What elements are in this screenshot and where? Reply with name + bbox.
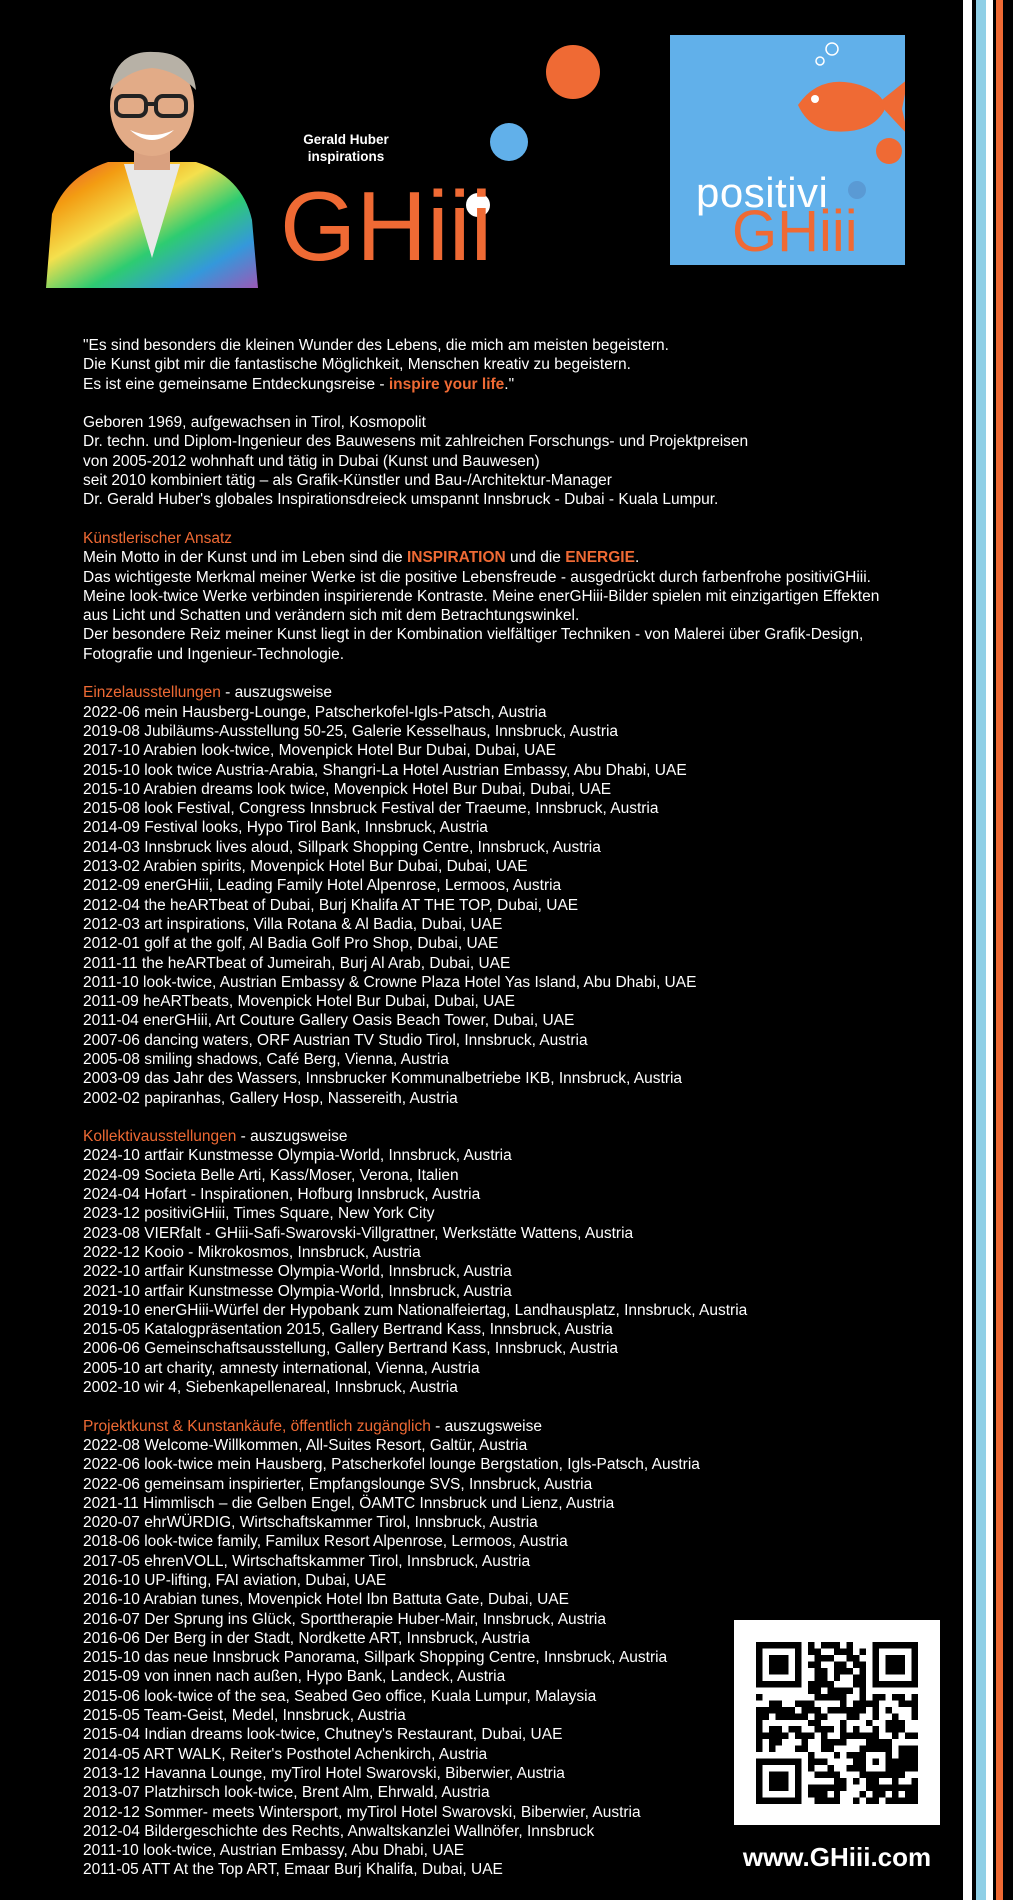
projects-heading [83, 1417, 933, 1436]
group-exhibition-item: 2002-10 wir 4, Siebenkapellenareal, Innsbruck, Austria [83, 1379, 458, 1397]
group-heading [83, 1127, 933, 1146]
solo-exhibition-item: 2002-02 papiranhas, Gallery Hosp, Nassereith, Austria [83, 1089, 458, 1107]
project-item: 2012-12 Sommer- meets Wintersport, myTirol Hotel Swarovski, Biberwier, Austria [83, 1803, 641, 1821]
approach-section [83, 529, 933, 664]
quote-line-3-end: ." [504, 375, 515, 393]
project-item: 2015-05 Team-Geist, Medel, Innsbruck, Austria [83, 1707, 406, 1725]
stripe-orange [996, 0, 1003, 1900]
group-heading-title: Kollektivausstellungen [83, 1128, 237, 1146]
solo-exhibition-item: 2012-01 golf at the golf, Al Badia Golf Pro Shop, Dubai, UAE [83, 935, 499, 953]
stripe-white-2 [986, 0, 993, 1900]
project-item: 2022-08 Welcome-Willkommen, All-Suites Resort, Galtür, Austria [83, 1436, 528, 1454]
approach-line: Meine look-twice Werke verbinden inspirierende Kontraste. Meine enerGHiii-Bilder spielen mit einzigartigen Effekten [83, 587, 880, 605]
group-exhibition-item: 2022-10 artfair Kunstmesse Olympia-World, Innsbruck, Austria [83, 1263, 512, 1281]
project-item: 2015-04 Indian dreams look-twice, Chutney's Restaurant, Dubai, UAE [83, 1726, 563, 1744]
ghiii-logo [270, 40, 610, 280]
qr-code-pattern [756, 1642, 918, 1804]
quote-line-3-text: Es ist eine gemeinsame Entdeckungsreise - [83, 375, 389, 393]
solo-exhibition-item: 2012-09 enerGHiii, Leading Family Hotel Alpenrose, Lermoos, Austria [83, 877, 562, 895]
group-exhibition-item: 2024-10 artfair Kunstmesse Olympia-World, Innsbruck, Austria [83, 1147, 512, 1165]
project-item: 2015-10 das neue Innsbruck Panorama, Sillpark Shopping Centre, Innsbruck, Austria [83, 1649, 668, 1667]
approach-line: Das wichtigeste Merkmal meiner Werke ist die positive Lebensfreude - ausgedrückt durch farbenfrohe positiviGHiii. [83, 568, 871, 586]
solo-exhibition-item: 2017-10 Arabien look-twice, Movenpick Hotel Bur Dubai, Dubai, UAE [83, 742, 556, 760]
project-item: 2013-12 Havanna Lounge, myTirol Hotel Swarovski, Biberwier, Austria [83, 1764, 565, 1782]
solo-heading-suffix: - auszugsweise [220, 684, 333, 702]
approach-line: aus Licht und Schatten und verändern sich mit dem Betrachtungswinkel. [83, 607, 580, 625]
solo-exhibition-item: 2015-10 Arabien dreams look twice, Movenpick Hotel Bur Dubai, Dubai, UAE [83, 780, 612, 798]
solo-exhibition-item: 2011-09 heARTbeats, Movenpick Hotel Bur Dubai, Dubai, UAE [83, 993, 515, 1011]
project-item: 2016-07 Der Sprung ins Glück, Sporttherapie Huber-Mair, Innsbruck, Austria [83, 1610, 606, 1628]
solo-exhibition-item: 2003-09 das Jahr des Wassers, Innsbrucker Kommunalbetriebe IKB, Innsbruck, Austria [83, 1070, 683, 1088]
logo-text: GHiii [280, 171, 493, 280]
quote-line-2: Die Kunst gibt mir die fantastische Möglichkeit, Menschen kreativ zu begeistern. [83, 356, 631, 374]
project-item: 2015-06 look-twice of the sea, Seabed Geo office, Kuala Lumpur, Malaysia [83, 1687, 597, 1705]
motto-inspiration: INSPIRATION [406, 549, 506, 567]
solo-exhibition-item: 2014-03 Innsbruck lives aloud, Sillpark Shopping Centre, Innsbruck, Austria [83, 838, 601, 856]
approach-line: Der besondere Reiz meiner Kunst liegt in der Kombination vielfältiger Techniken - von Malerei über Grafik-Design, [83, 626, 864, 644]
solo-list [83, 703, 933, 1108]
qr-code[interactable] [734, 1620, 940, 1825]
group-exhibition-item: 2021-10 artfair Kunstmesse Olympia-World, Innsbruck, Austria [83, 1282, 512, 1300]
solo-exhibition-item: 2011-04 enerGHiii, Art Couture Gallery Oasis Beach Tower, Dubai, UAE [83, 1012, 575, 1030]
motto-energie: ENERGIE [565, 549, 635, 567]
group-list [83, 1146, 933, 1397]
bio-line: Geboren 1969, aufgewachsen in Tirol, Kosmopolit [83, 414, 426, 432]
brand-subtitle-name: Gerald Huber [303, 132, 389, 147]
solo-exhibition-item: 2011-10 look-twice, Austrian Embassy & Crowne Plaza Hotel Yas Island, Abu Dhabi, UAE [83, 973, 697, 991]
group-exhibition-item: 2022-12 Kooio - Mikrokosmos, Innsbruck, Austria [83, 1243, 421, 1261]
project-item: 2016-10 UP-lifting, FAI aviation, Dubai, UAE [83, 1572, 387, 1589]
project-item: 2012-04 Bildergeschichte des Rechts, Anwaltskanzlei Wallnöfer, Innsbruck [83, 1822, 595, 1840]
solo-exhibition-item: 2005-08 smiling shadows, Café Berg, Vienna, Austria [83, 1050, 449, 1068]
project-item: 2013-07 Platzhirsch look-twice, Brent Alm, Ehrwald, Austria [83, 1784, 490, 1802]
solo-exhibition-item: 2015-10 look twice Austria-Arabia, Shangri-La Hotel Austrian Embassy, Abu Dhabi, UAE [83, 761, 687, 779]
group-exhibition-item: 2023-12 positiviGHiii, Times Square, New York City [83, 1205, 435, 1223]
solo-exhibition-item: 2012-04 the heARTbeat of Dubai, Burj Khalifa AT THE TOP, Dubai, UAE [83, 896, 579, 914]
group-exhibition-item: 2015-05 Katalogpräsentation 2015, Gallery Bertrand Kass, Innsbruck, Austria [83, 1321, 613, 1339]
group-heading-suffix: - auszugsweise [236, 1128, 348, 1146]
solo-exhibition-item: 2007-06 dancing waters, ORF Austrian TV Studio Tirol, Innsbruck, Austria [83, 1031, 588, 1049]
bio-line: seit 2010 kombiniert tätig – als Grafik-Künstler und Bau-/Architektur-Manager [83, 472, 612, 490]
solo-heading [83, 683, 933, 702]
solo-exhibition-item: 2012-03 art inspirations, Villa Rotana & Al Badia, Dubai, UAE [83, 915, 503, 933]
project-item: 2018-06 look-twice family, Familux Resort Alpenrose, Lermoos, Austria [83, 1533, 568, 1551]
quote-highlight: inspire your life [388, 375, 505, 393]
stripe-blue [976, 0, 986, 1900]
group-exhibition-item: 2005-10 art charity, amnesty international, Vienna, Austria [83, 1359, 480, 1377]
solo-exhibition-item: 2019-08 Jubiläums-Ausstellung 50-25, Galerie Kesselhaus, Innsbruck, Austria [83, 722, 619, 740]
group-exhibition-item: 2023-08 VIERfalt - GHiii-Safi-Swarovski-Villgrattner, Werkstätte Wattens, Austria [83, 1224, 634, 1242]
intro-quote [83, 336, 933, 394]
motto-text-mid: und die [505, 549, 566, 567]
card-word-positivi: positivi [696, 169, 829, 216]
card-ghiii-text [670, 35, 905, 265]
solo-exhibition-item: 2015-08 look Festival, Congress Innsbruck Festival der Traeume, Innsbruck, Austria [83, 800, 659, 818]
bio [83, 413, 933, 509]
project-item: 2011-05 ATT At the Top ART, Emaar Burj Khalifa, Dubai, UAE [83, 1861, 503, 1879]
solo-exhibition-item: 2022-06 mein Hausberg-Lounge, Patscherkofel-Igls-Patsch, Austria [83, 703, 547, 721]
group-exhibition-item: 2006-06 Gemeinschaftsausstellung, Gallery Bertrand Kass, Innsbruck, Austria [83, 1340, 619, 1358]
card-word-ghiii: GHiii [732, 199, 858, 264]
quote-line-1: "Es sind besonders die kleinen Wunder des Lebens, die mich am meisten begeistern. [83, 337, 669, 354]
group-exhibition-item: 2024-04 Hofart - Inspirationen, Hofburg Innsbruck, Austria [83, 1186, 481, 1204]
approach-heading: Künstlerischer Ansatz [83, 529, 233, 547]
project-item: 2022-06 look-twice mein Hausberg, Patscherkofel lounge Bergstation, Igls-Patsch, Austria [83, 1456, 700, 1474]
group-exhibition-item: 2024-09 Societa Belle Arti, Kass/Moser, Verona, Italien [83, 1166, 459, 1184]
solo-heading-title: Einzelausstellungen [83, 684, 221, 702]
project-item: 2017-05 ehrenVOLL, Wirtschaftskammer Tirol, Innsbruck, Austria [83, 1552, 531, 1570]
artist-portrait-image [46, 44, 258, 288]
approach-line: Fotografie und Ingenieur-Technologie. [83, 645, 345, 663]
project-item: 2016-10 Arabian tunes, Movenpick Hotel Ibn Battuta Gate, Dubai, UAE [83, 1591, 569, 1609]
website-url[interactable]: www.GHiii.com [742, 1842, 932, 1872]
group-exhibition-item: 2019-10 enerGHiii-Würfel der Hypobank zum Nationalfeiertag, Landhausplatz, Innsbruck, Austria [83, 1301, 748, 1319]
solo-exhibition-item: 2014-09 Festival looks, Hypo Tirol Bank, Innsbruck, Austria [83, 819, 488, 837]
project-item: 2016-06 Der Berg in der Stadt, Nordkette ART, Innsbruck, Austria [83, 1629, 530, 1647]
positivighiii-card [670, 35, 905, 265]
motto-text: Mein Motto in der Kunst und im Leben sind die [83, 549, 407, 567]
group-exhibitions-section [83, 1127, 933, 1397]
projects-heading-title: Projektkunst & Kunstankäufe, öffentlich zugänglich [83, 1417, 431, 1435]
stripe-white [963, 0, 972, 1900]
projects-heading-suffix: - auszugsweise [430, 1417, 542, 1435]
bio-line: von 2005-2012 wohnhaft und tätig in Dubai (Kunst und Bauwesen) [83, 452, 540, 470]
project-item: 2011-10 look-twice, Austrian Embassy, Abu Dhabi, UAE [83, 1842, 465, 1860]
bio-line: Dr. techn. und Diplom-Ingenieur des Bauwesens mit zahlreichen Forschungs- und Projektpreisen [83, 433, 749, 451]
solo-exhibitions-section [83, 683, 933, 1108]
project-item: 2015-09 von innen nach außen, Hypo Bank, Landeck, Austria [83, 1668, 506, 1686]
solo-exhibition-item: 2011-11 the heARTbeat of Jumeirah, Burj Al Arab, Dubai, UAE [83, 954, 511, 972]
solo-exhibition-item: 2013-02 Arabien spirits, Movenpick Hotel Bur Dubai, Dubai, UAE [83, 858, 528, 876]
project-item: 2021-11 Himmlisch – die Gelben Engel, ÖAMTC Innsbruck und Lienz, Austria [83, 1494, 615, 1512]
project-item: 2020-07 ehrWÜRDIG, Wirtschaftskammer Tirol, Innsbruck, Austria [83, 1514, 538, 1532]
motto-text-end: . [634, 549, 640, 567]
project-item: 2014-05 ART WALK, Reiter's Posthotel Achenkirch, Austria [83, 1745, 488, 1763]
bio-line: Dr. Gerald Huber's globales Inspirationsdreieck umspannt Innsbruck - Dubai - Kuala Lumpur. [83, 491, 719, 509]
quote-line-3 [83, 375, 933, 394]
project-item: 2022-06 gemeinsam inspirierter, Empfangslounge SVS, Innsbruck, Austria [83, 1475, 593, 1493]
brand-subtitle-tagline: inspirations [307, 149, 385, 164]
motto-line [83, 548, 933, 567]
